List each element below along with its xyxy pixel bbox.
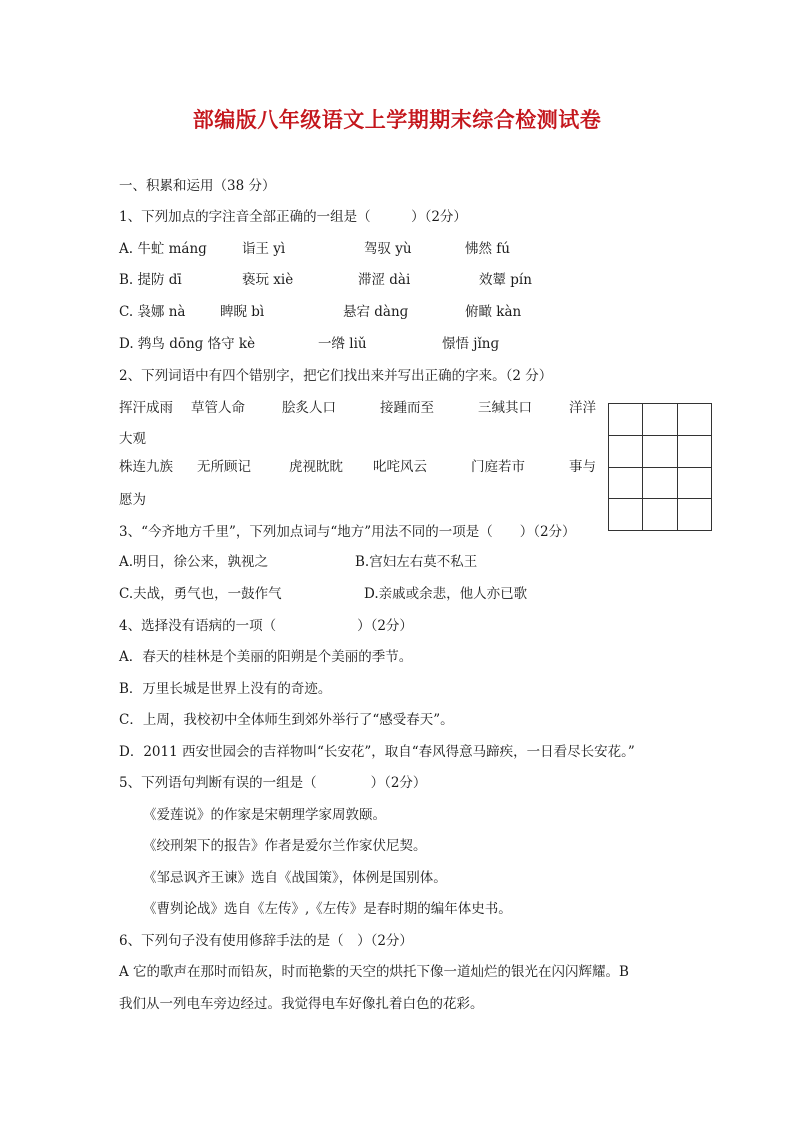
answer-cell[interactable] [609, 404, 643, 436]
q6-option-text: A 它的歌声在那时而铅灰，时而艳紫的天空的烘托下像一道灿烂的银光在闪闪辉耀。B [119, 964, 629, 980]
q4-option-b: B．万里长城是世界上没有的奇迹。 [119, 681, 332, 697]
q2-word: 门庭若市 [471, 459, 525, 475]
q2-word: 草管人命 [191, 400, 245, 416]
q3-option-a: A.明日，徐公来，孰视之 [119, 554, 269, 570]
question-4-stem: 4、选择没有语病的一项（ ）（2分） [119, 618, 413, 634]
answer-cell[interactable] [678, 468, 712, 500]
answer-cell[interactable] [643, 468, 677, 500]
answer-cell[interactable] [643, 499, 677, 531]
answer-cell[interactable] [609, 468, 643, 500]
q1-option-b-3: 滞涩 dài [358, 272, 411, 288]
q1-option-a-2: 诣王 yì [242, 241, 286, 257]
q2-word: 叱咤风云 [373, 459, 427, 475]
q4-option-c: C．上周，我校初中全体师生到郊外举行了“感受春天”。 [119, 712, 454, 728]
answer-cell[interactable] [643, 436, 677, 468]
q2-word: 三缄其口 [478, 400, 532, 416]
exam-title: 部编版八年级语文上学期期末综合检测试卷 [192, 107, 602, 132]
q2-word-continued: 愿为 [119, 492, 146, 508]
q3-option-b: B.宫妇左右莫不私王 [355, 554, 478, 570]
q2-word: 脍炙人口 [282, 400, 336, 416]
answer-cell[interactable] [678, 404, 712, 436]
q2-word: 接踵而至 [380, 400, 434, 416]
q1-option-d-3: 憬悟 jǐnɡ [442, 336, 500, 352]
q2-word: 虎视眈眈 [289, 459, 343, 475]
q1-option-b-4: 效颦 pín [479, 272, 532, 288]
answer-cell[interactable] [678, 499, 712, 531]
q2-word: 株连九族 [119, 459, 173, 475]
answer-cell[interactable] [678, 436, 712, 468]
question-6-stem: 6、下列句子没有使用修辞手法的是（ ）（2分） [119, 933, 413, 949]
answer-cell[interactable] [643, 404, 677, 436]
q6-option-text: 我们从一列电车旁边经过。我觉得电车好像扎着白色的花彩。 [119, 996, 484, 1012]
q3-option-c: C.夫战，勇气也，一鼓作气 [119, 586, 282, 602]
q1-option-a-4: 怫然 fú [465, 241, 510, 257]
q3-option-d: D.亲戚或余悲，他人亦已歌 [364, 586, 528, 602]
q1-option-c-4: 俯瞰 kàn [465, 304, 522, 320]
question-3-stem: 3、“今齐地方千里”，下列加点词与“地方”用法不同的一项是（ ）（2分） [119, 524, 576, 540]
question-2-stem: 2、下列词语中有四个错别字，把它们找出来并写出正确的字来。（2 分） [119, 368, 553, 384]
q1-option-b-1: B. 提防 dī [119, 272, 182, 288]
question-1-stem: 1、下列加点的字注音全部正确的一组是（ ）（2分） [119, 209, 467, 225]
section-heading: 一、积累和运用（38 分） [119, 178, 276, 194]
q1-option-d-2: 一绺 liǔ [318, 336, 367, 352]
q2-word: 无所顾记 [197, 459, 251, 475]
q5-statement: 《爱莲说》的作家是宋朝理学家周敦颐。 [143, 807, 386, 823]
answer-grid[interactable] [608, 403, 712, 531]
q5-statement: 《邹忌讽齐王谏》选自《战国策》，体例是国别体。 [143, 870, 447, 886]
q5-statement: 《绞刑架下的报告》作者是爱尔兰作家伏尼契。 [143, 838, 427, 854]
question-5-stem: 5、下列语句判断有误的一组是（ ）（2分） [119, 775, 427, 791]
q2-word: 洋洋 [569, 400, 596, 416]
q4-option-d: D．2011 西安世园会的吉祥物叫“长安花”，取自“春风得意马蹄疾，一日看尽长安花。” [119, 744, 635, 760]
q1-option-a-3: 驾驭 yù [364, 241, 412, 257]
q2-word: 事与 [569, 459, 596, 475]
q5-statement: 《曹刿论战》选自《左传》,《左传》是春时期的编年体史书。 [143, 901, 512, 917]
q1-option-b-2: 亵玩 xiè [242, 272, 294, 288]
q1-option-c-1: C. 袅娜 nà [119, 304, 186, 320]
q2-word-continued: 大观 [119, 431, 146, 447]
answer-cell[interactable] [609, 499, 643, 531]
q2-word: 挥汗成雨 [119, 400, 173, 416]
q1-option-d-1: D. 鹁鸟 dōnɡ 恪守 kè [119, 336, 256, 352]
q1-option-c-2: 睥睨 bì [220, 304, 265, 320]
q1-option-a-1: A. 牛虻 mánɡ [119, 241, 207, 257]
q4-option-a: A．春天的桂林是个美丽的阳朔是个美丽的季节。 [119, 649, 413, 665]
answer-cell[interactable] [609, 436, 643, 468]
q1-option-c-3: 悬宕 dànɡ [343, 304, 409, 320]
